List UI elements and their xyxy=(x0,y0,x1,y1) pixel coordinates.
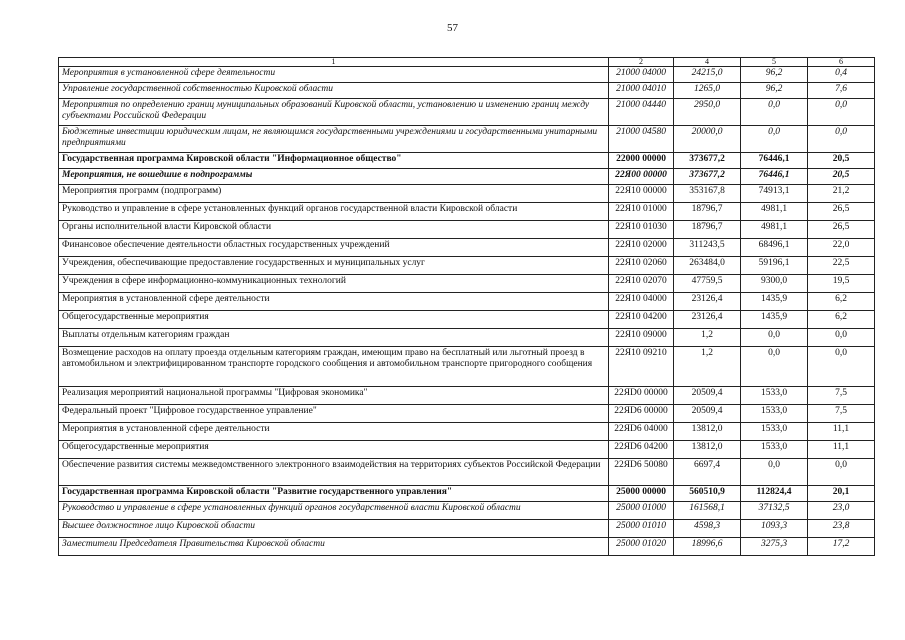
row-name: Государственная программа Кировской области "Информационное общество" xyxy=(59,153,609,169)
table-header-row xyxy=(59,58,875,67)
row-name: Органы исполнительной власти Кировской области xyxy=(59,221,609,239)
row-name: Реализация мероприятий национальной программы "Цифровая экономика" xyxy=(59,387,609,405)
row-value-6: 23,0 xyxy=(808,502,875,520)
row-name: Государственная программа Кировской области "Развитие государственного управления" xyxy=(59,486,609,502)
row-value-4: 18796,7 xyxy=(674,203,741,221)
table-row xyxy=(59,239,875,257)
row-value-5: 0,0 xyxy=(741,347,808,387)
table-row xyxy=(59,293,875,311)
row-value-4: 20509,4 xyxy=(674,405,741,423)
row-value-6: 7,5 xyxy=(808,405,875,423)
row-value-6: 22,5 xyxy=(808,257,875,275)
row-code: 22Я10 02070 xyxy=(609,275,674,293)
table-row xyxy=(59,329,875,347)
row-value-4: 1,2 xyxy=(674,347,741,387)
row-value-4: 2950,0 xyxy=(674,99,741,126)
row-value-4: 311243,5 xyxy=(674,239,741,257)
table-row xyxy=(59,185,875,203)
row-value-4: 1265,0 xyxy=(674,83,741,99)
row-name: Мероприятия по определению границ муниципальных образований Кировской области, установлению и изменению границ между субъектами Российской Федерации xyxy=(59,99,609,126)
row-value-6: 20,1 xyxy=(808,486,875,502)
table-row xyxy=(59,203,875,221)
row-value-6: 7,6 xyxy=(808,83,875,99)
row-value-5: 0,0 xyxy=(741,126,808,153)
row-value-4: 1,2 xyxy=(674,329,741,347)
row-name: Финансовое обеспечение деятельности областных государственных учреждений xyxy=(59,239,609,257)
row-value-6: 6,2 xyxy=(808,311,875,329)
row-code: 21000 04580 xyxy=(609,126,674,153)
row-name: Общегосударственные мероприятия xyxy=(59,441,609,459)
row-value-6: 0,0 xyxy=(808,99,875,126)
row-value-5: 74913,1 xyxy=(741,185,808,203)
row-value-6: 11,1 xyxy=(808,441,875,459)
column-header: 5 xyxy=(741,58,808,67)
row-name: Управление государственной собственностью Кировской области xyxy=(59,83,609,99)
row-code: 25000 01010 xyxy=(609,520,674,538)
row-value-4: 23126,4 xyxy=(674,311,741,329)
row-value-6: 0,0 xyxy=(808,459,875,486)
row-name: Высшее должностное лицо Кировской области xyxy=(59,520,609,538)
row-value-5: 4981,1 xyxy=(741,203,808,221)
row-name: Руководство и управление в сфере установленных функций органов государственной власти Кировской области xyxy=(59,502,609,520)
column-header: 1 xyxy=(59,58,609,67)
row-value-6: 0,0 xyxy=(808,347,875,387)
row-value-4: 47759,5 xyxy=(674,275,741,293)
row-value-6: 22,0 xyxy=(808,239,875,257)
row-value-6: 23,8 xyxy=(808,520,875,538)
table-row xyxy=(59,486,875,502)
table-row xyxy=(59,441,875,459)
row-name: Мероприятия в установленной сфере деятельности xyxy=(59,67,609,83)
row-code: 22ЯD6 04000 xyxy=(609,423,674,441)
row-name: Учреждения в сфере информационно-коммуникационных технологий xyxy=(59,275,609,293)
row-value-6: 26,5 xyxy=(808,221,875,239)
row-value-4: 24215,0 xyxy=(674,67,741,83)
row-value-5: 76446,1 xyxy=(741,169,808,185)
row-name: Руководство и управление в сфере установленных функций органов государственной власти Кировской области xyxy=(59,203,609,221)
table-row xyxy=(59,221,875,239)
row-name: Бюджетные инвестиции юридическим лицам, не являющимся государственными учреждениями и государственными унитарными предприятиями xyxy=(59,126,609,153)
table-row xyxy=(59,387,875,405)
row-value-4: 373677,2 xyxy=(674,169,741,185)
table-row xyxy=(59,153,875,169)
row-value-5: 96,2 xyxy=(741,83,808,99)
row-name: Мероприятия, не вошедшие в подпрограммы xyxy=(59,169,609,185)
row-code: 22ЯD0 00000 xyxy=(609,387,674,405)
table-row xyxy=(59,347,875,387)
row-name: Возмещение расходов на оплату проезда отдельным категориям граждан, имеющим право на бесплатный или льготный проезд в автомобильном и электрифицированном транспорте городского сообщения и автомобильном транспорте пригородного сообщения xyxy=(59,347,609,387)
row-name: Мероприятия в установленной сфере деятельности xyxy=(59,293,609,311)
row-code: 22Я10 02060 xyxy=(609,257,674,275)
row-value-6: 26,5 xyxy=(808,203,875,221)
row-value-5: 0,0 xyxy=(741,99,808,126)
row-value-6: 20,5 xyxy=(808,169,875,185)
row-value-5: 1435,9 xyxy=(741,293,808,311)
row-code: 22Я10 04000 xyxy=(609,293,674,311)
row-value-4: 6697,4 xyxy=(674,459,741,486)
table-row xyxy=(59,520,875,538)
row-code: 22Я10 04200 xyxy=(609,311,674,329)
column-header: 4 xyxy=(674,58,741,67)
row-value-6: 17,2 xyxy=(808,538,875,556)
row-value-4: 161568,1 xyxy=(674,502,741,520)
row-code: 22ЯD6 04200 xyxy=(609,441,674,459)
row-value-5: 1533,0 xyxy=(741,423,808,441)
column-header: 2 xyxy=(609,58,674,67)
row-value-6: 0,0 xyxy=(808,126,875,153)
row-name: Мероприятия программ (подпрограмм) xyxy=(59,185,609,203)
row-value-4: 13812,0 xyxy=(674,423,741,441)
row-code: 22Я10 09000 xyxy=(609,329,674,347)
row-code: 22Я10 09210 xyxy=(609,347,674,387)
row-name: Общегосударственные мероприятия xyxy=(59,311,609,329)
row-value-5: 1533,0 xyxy=(741,405,808,423)
page-number: 57 xyxy=(447,22,458,34)
row-value-6: 7,5 xyxy=(808,387,875,405)
row-value-5: 1093,3 xyxy=(741,520,808,538)
row-value-4: 18996,6 xyxy=(674,538,741,556)
row-code: 22ЯD6 50080 xyxy=(609,459,674,486)
row-name: Учреждения, обеспечивающие предоставление государственных и муниципальных услуг xyxy=(59,257,609,275)
row-value-6: 20,5 xyxy=(808,153,875,169)
row-value-5: 0,0 xyxy=(741,329,808,347)
row-code: 25000 00000 xyxy=(609,486,674,502)
row-code: 21000 04010 xyxy=(609,83,674,99)
row-code: 21000 04440 xyxy=(609,99,674,126)
row-value-4: 18796,7 xyxy=(674,221,741,239)
table-row xyxy=(59,257,875,275)
row-value-5: 76446,1 xyxy=(741,153,808,169)
table-row xyxy=(59,538,875,556)
row-value-5: 1533,0 xyxy=(741,441,808,459)
table-row xyxy=(59,405,875,423)
row-value-6: 21,2 xyxy=(808,185,875,203)
row-value-6: 0,4 xyxy=(808,67,875,83)
row-code: 22Я10 00000 xyxy=(609,185,674,203)
row-value-4: 20509,4 xyxy=(674,387,741,405)
table-row xyxy=(59,502,875,520)
row-name: Федеральный проект "Цифровое государственное управление" xyxy=(59,405,609,423)
row-code: 22Я10 01030 xyxy=(609,221,674,239)
row-code: 22000 00000 xyxy=(609,153,674,169)
row-value-4: 4598,3 xyxy=(674,520,741,538)
table-row xyxy=(59,169,875,185)
row-name: Выплаты отдельным категориям граждан xyxy=(59,329,609,347)
row-value-5: 112824,4 xyxy=(741,486,808,502)
row-value-5: 1533,0 xyxy=(741,387,808,405)
row-name: Заместители Председателя Правительства Кировской области xyxy=(59,538,609,556)
row-name: Мероприятия в установленной сфере деятельности xyxy=(59,423,609,441)
row-value-4: 373677,2 xyxy=(674,153,741,169)
table-row xyxy=(59,83,875,99)
row-code: 22Я00 00000 xyxy=(609,169,674,185)
row-value-5: 9300,0 xyxy=(741,275,808,293)
row-code: 22Я10 01000 xyxy=(609,203,674,221)
table-row xyxy=(59,275,875,293)
row-value-4: 20000,0 xyxy=(674,126,741,153)
row-value-5: 59196,1 xyxy=(741,257,808,275)
row-value-6: 11,1 xyxy=(808,423,875,441)
row-value-5: 37132,5 xyxy=(741,502,808,520)
budget-table xyxy=(58,57,875,556)
row-value-5: 4981,1 xyxy=(741,221,808,239)
row-value-5: 0,0 xyxy=(741,459,808,486)
row-value-4: 263484,0 xyxy=(674,257,741,275)
row-code: 21000 04000 xyxy=(609,67,674,83)
table-row xyxy=(59,311,875,329)
row-value-6: 6,2 xyxy=(808,293,875,311)
row-value-4: 353167,8 xyxy=(674,185,741,203)
row-value-6: 0,0 xyxy=(808,329,875,347)
table-row xyxy=(59,67,875,83)
table-row xyxy=(59,126,875,153)
column-header: 6 xyxy=(808,58,875,67)
row-code: 22ЯD6 00000 xyxy=(609,405,674,423)
row-value-4: 13812,0 xyxy=(674,441,741,459)
row-value-4: 23126,4 xyxy=(674,293,741,311)
row-code: 25000 01020 xyxy=(609,538,674,556)
row-value-5: 1435,9 xyxy=(741,311,808,329)
row-code: 25000 01000 xyxy=(609,502,674,520)
table-row xyxy=(59,459,875,486)
row-value-5: 3275,3 xyxy=(741,538,808,556)
row-value-4: 560510,9 xyxy=(674,486,741,502)
row-value-5: 68496,1 xyxy=(741,239,808,257)
row-name: Обеспечение развития системы межведомственного электронного взаимодействия на территориях субъектов Российской Федерации xyxy=(59,459,609,486)
row-value-6: 19,5 xyxy=(808,275,875,293)
row-value-5: 96,2 xyxy=(741,67,808,83)
row-code: 22Я10 02000 xyxy=(609,239,674,257)
table-row xyxy=(59,423,875,441)
table-row xyxy=(59,99,875,126)
